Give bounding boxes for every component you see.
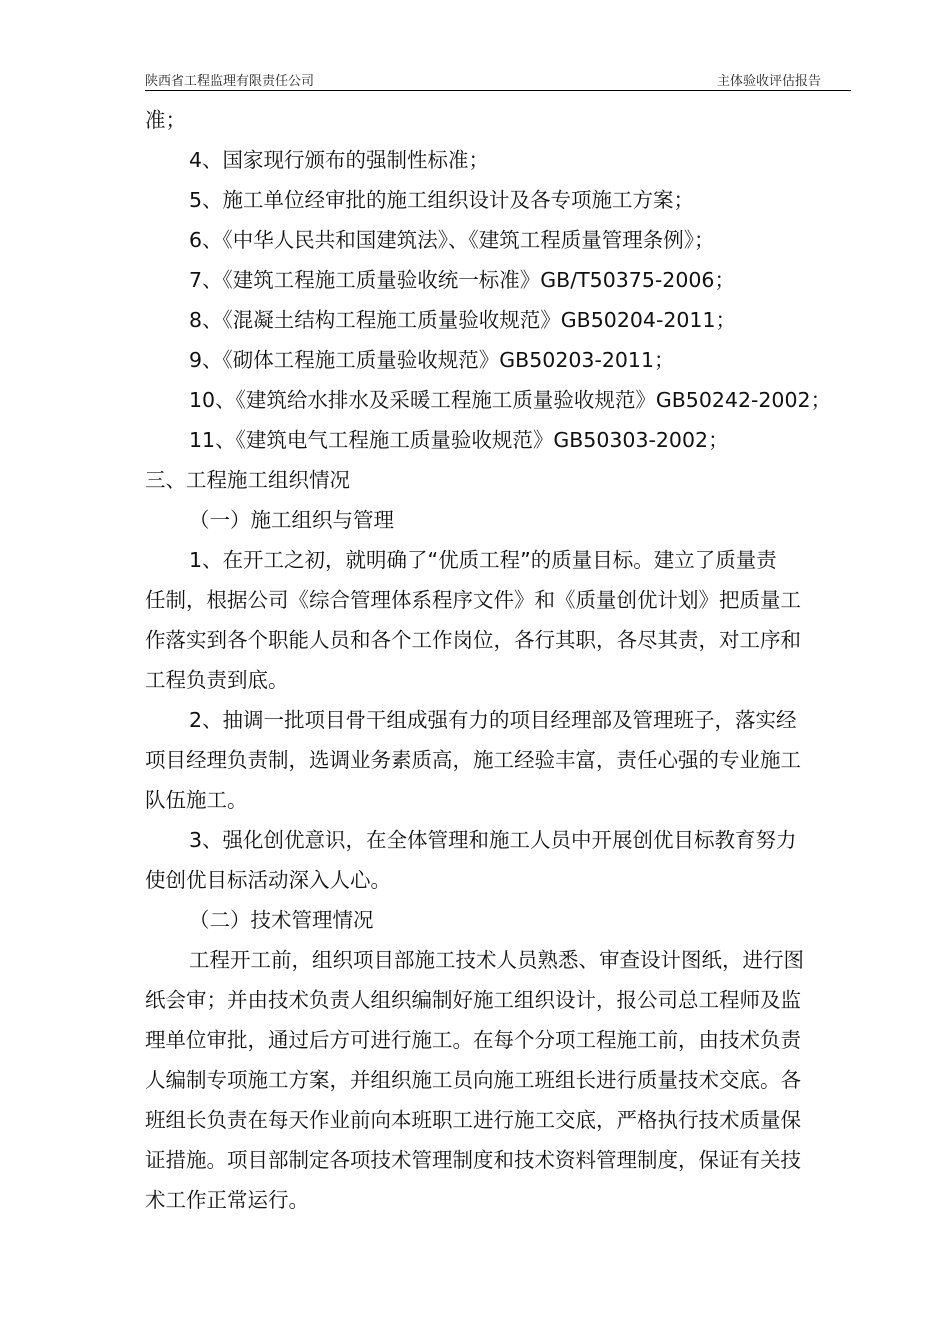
subsection-heading: （一）施工组织与管理 bbox=[189, 508, 394, 532]
paragraph-line: 理单位审批，通过后方可进行施工。在每个分项工程施工前，由技术负责 bbox=[145, 1028, 801, 1052]
page-header bbox=[145, 70, 851, 91]
paragraph-line: 准； bbox=[145, 108, 186, 132]
section-heading: 三、工程施工组织情况 bbox=[145, 468, 350, 492]
paragraph-line: 术工作正常运行。 bbox=[145, 1188, 309, 1212]
paragraph-line: 1、在开工之初，就明确了“优质工程”的质量目标。建立了质量责 bbox=[189, 548, 777, 572]
paragraph-line: 3、强化创优意识，在全体管理和施工人员中开展创优目标教育努力 bbox=[189, 828, 797, 852]
paragraph-line: 任制，根据公司《综合管理体系程序文件》和《质量创优计划》把质量工 bbox=[145, 588, 801, 612]
list-item: 5、施工单位经审批的施工组织设计及各专项施工方案； bbox=[189, 188, 695, 212]
paragraph-line: 队伍施工。 bbox=[145, 788, 248, 812]
paragraph-line: 纸会审；并由技术负责人组织编制好施工组织设计，报公司总工程师及监 bbox=[145, 988, 801, 1012]
list-item: 7、《建筑工程施工质量验收统一标准》GB/T50375-2006； bbox=[189, 268, 735, 292]
header-company: 陕西省工程监理有限责任公司 bbox=[145, 74, 315, 89]
paragraph-line: 2、抽调一批项目骨干组成强有力的项目经理部及管理班子，落实经 bbox=[189, 708, 797, 732]
list-item: 10、《建筑给水排水及采暖工程施工质量验收规范》GB50242-2002； bbox=[189, 388, 832, 412]
paragraph-line: 项目经理负责制，选调业务素质高，施工经验丰富，责任心强的专业施工 bbox=[145, 748, 801, 772]
list-item: 6、《中华人民共和国建筑法》、《建筑工程质量管理条例》； bbox=[189, 228, 715, 252]
paragraph-line: 使创优目标活动深入人心。 bbox=[145, 868, 391, 892]
paragraph-line: 工程开工前，组织项目部施工技术人员熟悉、审查设计图纸，进行图 bbox=[189, 948, 804, 972]
document-body bbox=[145, 100, 851, 1220]
list-item: 8、《混凝土结构工程施工质量验收规范》GB50204-2011； bbox=[189, 308, 737, 332]
paragraph-line: 证措施。项目部制定各项技术管理制度和技术资料管理制度，保证有关技 bbox=[145, 1148, 801, 1172]
paragraph-line: 班组长负责在每天作业前向本班职工进行施工交底，严格执行技术质量保 bbox=[145, 1108, 801, 1132]
list-item: 4、国家现行颁布的强制性标准； bbox=[189, 148, 490, 172]
list-item: 11、《建筑电气工程施工质量验收规范》GB50303-2002； bbox=[189, 428, 729, 452]
subsection-heading: （二）技术管理情况 bbox=[189, 908, 374, 932]
list-item: 9、《砌体工程施工质量验收规范》GB50203-2011； bbox=[189, 348, 675, 372]
paragraph-line: 工程负责到底。 bbox=[145, 668, 289, 692]
header-report-title: 主体验收评估报告 bbox=[716, 74, 821, 89]
paragraph-line: 人编制专项施工方案，并组织施工员向施工班组长进行质量技术交底。各 bbox=[145, 1068, 801, 1092]
paragraph-line: 作落实到各个职能人员和各个工作岗位，各行其职，各尽其责，对工序和 bbox=[145, 628, 801, 652]
